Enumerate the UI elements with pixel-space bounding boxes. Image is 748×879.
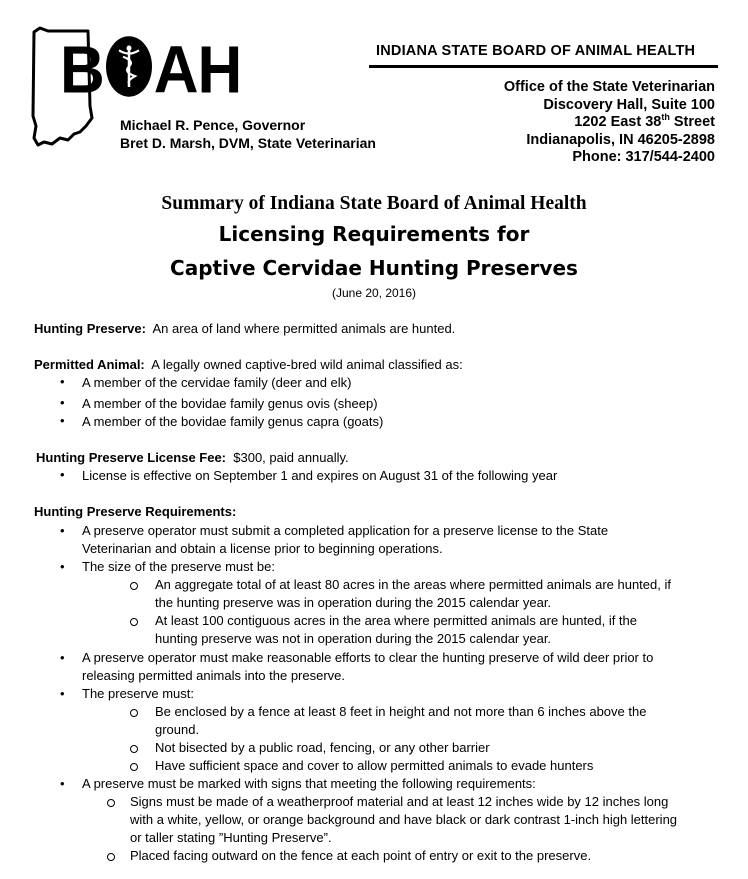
boah-logo-letters-ah: AH — [153, 33, 242, 108]
title-date: (June 20, 2016) — [331, 286, 417, 300]
circle-bullet-icon — [130, 745, 138, 753]
office-title: Office of the State Veterinarian — [503, 79, 715, 95]
list-item: A member of the cervidae family (deer and elk) — [82, 375, 352, 390]
sub-requirement-text: hunting preserve was not in operation during the 2015 calendar year. — [155, 631, 552, 646]
list-item: A member of the bovidae family genus capra (goats) — [82, 414, 384, 429]
sub-requirement-text: Be enclosed by a fence at least 8 feet in height and not more than 6 inches above the — [155, 704, 647, 719]
circle-bullet-icon — [130, 709, 138, 717]
state-veterinarian-name: Bret D. Marsh, DVM, State Veterinarian — [120, 135, 376, 151]
bullet-icon: • — [60, 467, 65, 482]
governor-name: Michael R. Pence, Governor — [120, 117, 306, 133]
title-preserves-line: Captive Cervidae Hunting Preserves — [170, 256, 578, 280]
bullet-icon: • — [60, 523, 65, 538]
bullet-icon: • — [60, 650, 65, 665]
office-address-block — [504, 79, 715, 167]
title-summary-line: Summary of Indiana State Board of Animal Health — [161, 193, 587, 214]
requirement-text: A preserve operator must submit a completed application for a preserve license to the State — [82, 523, 609, 538]
circle-bullet-icon — [130, 763, 138, 771]
office-street: 1202 East 38th Street — [574, 112, 715, 130]
sub-requirement-text: or taller stating ”Hunting Preserve”. — [130, 830, 332, 845]
license-fee-definition: Hunting Preserve License Fee: $300, paid annually. — [36, 450, 349, 465]
sub-requirement-text: At least 100 contiguous acres in the area where permitted animals are hunted, if the — [155, 613, 638, 628]
circle-bullet-icon — [107, 853, 115, 861]
agency-name-rule — [369, 65, 718, 68]
sub-requirement-text: with a white, yellow, or orange background and have black or dark contrast 1-inch high lettering — [130, 812, 678, 827]
circle-bullet-icon — [130, 582, 138, 590]
bullet-icon: • — [60, 374, 65, 389]
office-city: Indianapolis, IN 46205-2898 — [526, 131, 715, 148]
sub-requirement-text: Signs must be made of a weatherproof material and at least 12 inches wide by 12 inches long — [130, 794, 669, 809]
document-title — [0, 192, 748, 301]
requirement-text: The size of the preserve must be: — [82, 559, 275, 574]
boah-logo — [60, 33, 241, 109]
bullet-icon: • — [60, 559, 65, 574]
requirements-heading: Hunting Preserve Requirements: — [34, 504, 237, 519]
bullet-icon: • — [60, 776, 65, 791]
requirement-text: Veterinarian and obtain a license prior to beginning operations. — [82, 541, 443, 556]
sub-requirement-text: Placed facing outward on the fence at each point of entry or exit to the preserve. — [130, 848, 592, 863]
circle-bullet-icon — [107, 799, 115, 807]
sub-requirement-text: Not bisected by a public road, fencing, or any other barrier — [155, 740, 490, 755]
permitted-animal-definition: Permitted Animal: A legally owned captive-bred wild animal classified as: — [34, 357, 463, 372]
sub-requirement-text: ground. — [155, 722, 200, 737]
sub-requirement-text: Have sufficient space and cover to allow permitted animals to evade hunters — [155, 758, 594, 773]
boah-logo-letter-b: B — [60, 33, 104, 108]
requirement-text: The preserve must: — [82, 686, 194, 701]
hunting-preserve-definition: Hunting Preserve: An area of land where permitted animals are hunted. — [34, 321, 456, 336]
requirement-text: A preserve operator must make reasonable efforts to clear the hunting preserve of wild deer prior to — [82, 650, 654, 665]
requirement-text: A preserve must be marked with signs that meeting the following requirements: — [82, 776, 536, 791]
office-building: Discovery Hall, Suite 100 — [543, 96, 715, 113]
list-item: A member of the bovidae family genus ovis (sheep) — [82, 396, 378, 411]
bullet-icon: • — [60, 395, 65, 410]
circle-bullet-icon — [130, 618, 138, 626]
office-phone: Phone: 317/544-2400 — [572, 149, 715, 165]
officials-block — [120, 116, 376, 152]
sub-requirement-text: An aggregate total of at least 80 acres in the areas where permitted animals are hunted, if — [155, 577, 671, 592]
list-item: License is effective on September 1 and expires on August 31 of the following year — [82, 468, 558, 483]
bullet-icon: • — [60, 413, 65, 428]
requirement-text: releasing permitted animals into the preserve. — [82, 668, 346, 683]
bullet-icon: • — [60, 686, 65, 701]
agency-name: INDIANA STATE BOARD OF ANIMAL HEALTH — [376, 43, 696, 59]
caduceus-icon — [106, 36, 152, 96]
sub-requirement-text: the hunting preserve was in operation during the 2015 calendar year. — [155, 595, 552, 610]
title-licensing-line: Licensing Requirements for — [218, 222, 530, 246]
